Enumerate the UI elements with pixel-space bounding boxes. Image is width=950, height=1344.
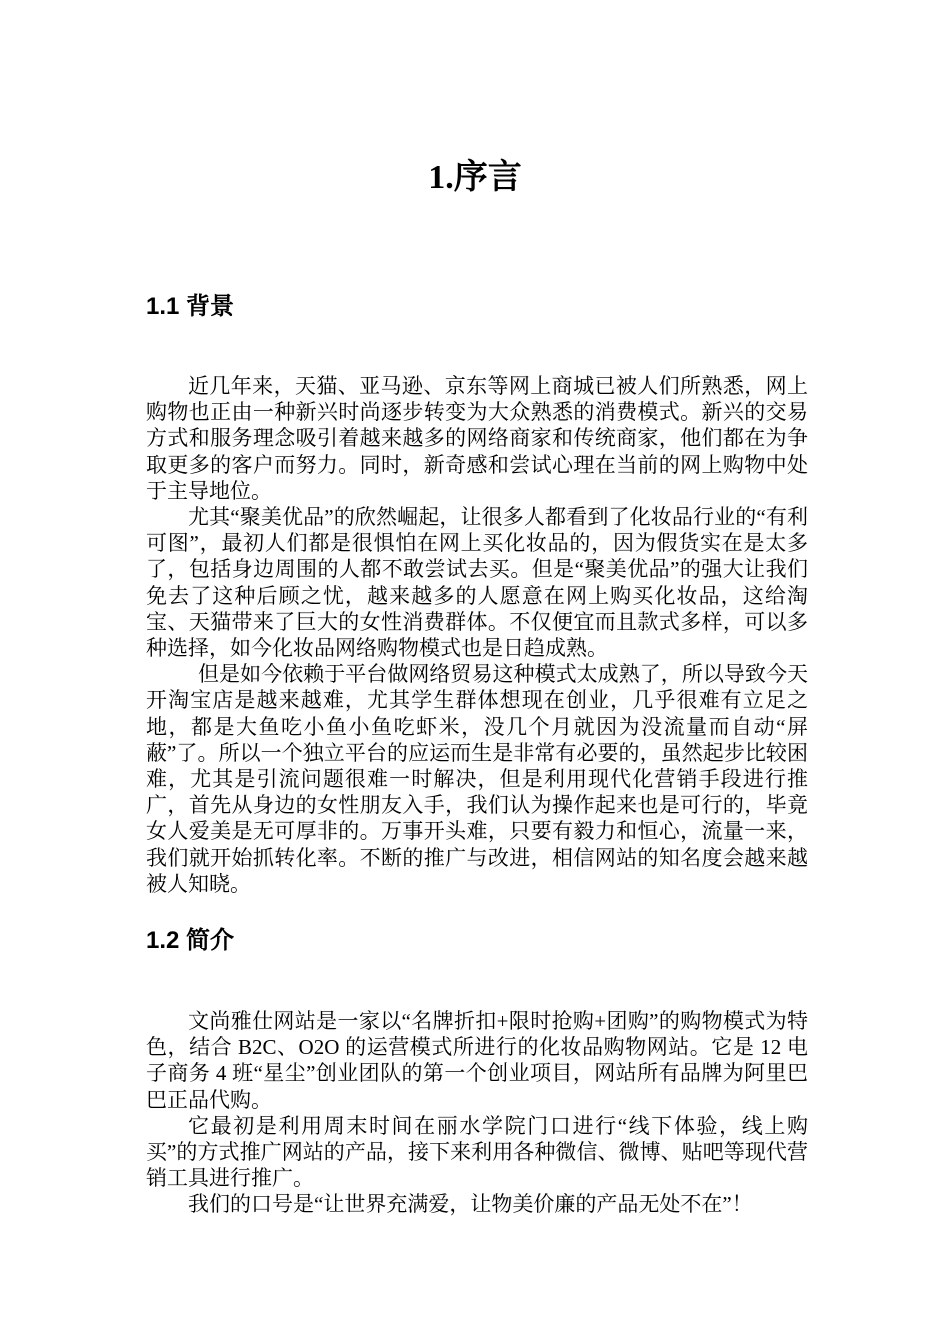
paragraph: 近几年来，天猫、亚马逊、京东等网上商城已被人们所熟悉，网上购物也正由一种新兴时尚逐步转变为大众熟悉的消费模式。新兴的交易方式和服务理念吸引着越来越多的网络商家和传统商家，他们都在为争取更多的客户而努力。同时，新奇感和尝试心理在当前的网上购物中处于主导地位。 (146, 374, 808, 503)
paragraph: 尤其“聚美优品”的欣然崛起，让很多人都看到了化妆品行业的“有利可图”，最初人们都是很惧怕在网上买化妆品的，因为假货实在是太多了，包括身边周围的人都不敢尝试去买。但是“聚美优品”的强大让我们免去了这种后顾之忧，越来越多的人愿意在网上购买化妆品，这给淘宝、天猫带来了巨大的女性消费群体。不仅便宜而且款式多样，可以多种选择，如今化妆品网络购物模式也是日趋成熟。 (146, 505, 808, 661)
section-heading-background: 1.1 背景 (146, 293, 235, 320)
section-body-background (146, 373, 808, 897)
paragraph: 我们的口号是“让世界充满爱，让物美价廉的产品无处不在”！ (188, 1192, 753, 1217)
section-heading-introduction: 1.2 简介 (146, 927, 235, 954)
paragraph: 文尚雅仕网站是一家以“名牌折扣+限时抢购+团购”的购物模式为特色，结合 B2C、O2O 的运营模式所进行的化妆品购物网站。它是 12 电子商务 4 班“星尘”创业团队的第一个创业项目，网站所有品牌为阿里巴巴正品代购。 (146, 1009, 808, 1112)
document-title: 1.序言 (428, 159, 522, 196)
paragraph: 它最初是利用周末时间在丽水学院门口进行“线下体验，线上购买”的方式推广网站的产品，接下来利用各种微信、微博、贴吧等现代营销工具进行推广。 (146, 1113, 808, 1191)
paragraph: 但是如今依赖于平台做网络贸易这种模式太成熟了，所以导致今天开淘宝店是越来越难，尤其学生群体想现在创业，几乎很难有立足之地，都是大鱼吃小鱼小鱼吃虾米，没几个月就因为没流量而自动“屏蔽”了。所以一个独立平台的应运而生是非常有必要的，虽然起步比较困难，尤其是引流问题很难一时解决，但是利用现代化营销手段进行推广，首先从身边的女性朋友入手，我们认为操作起来也是可行的，毕竟女人爱美是无可厚非的。万事开头难，只要有毅力和恒心，流量一来，我们就开始抓转化率。不断的推广与改进，相信网站的知名度会越来越被人知晓。 (146, 662, 808, 896)
section-body-introduction (146, 1008, 808, 1218)
